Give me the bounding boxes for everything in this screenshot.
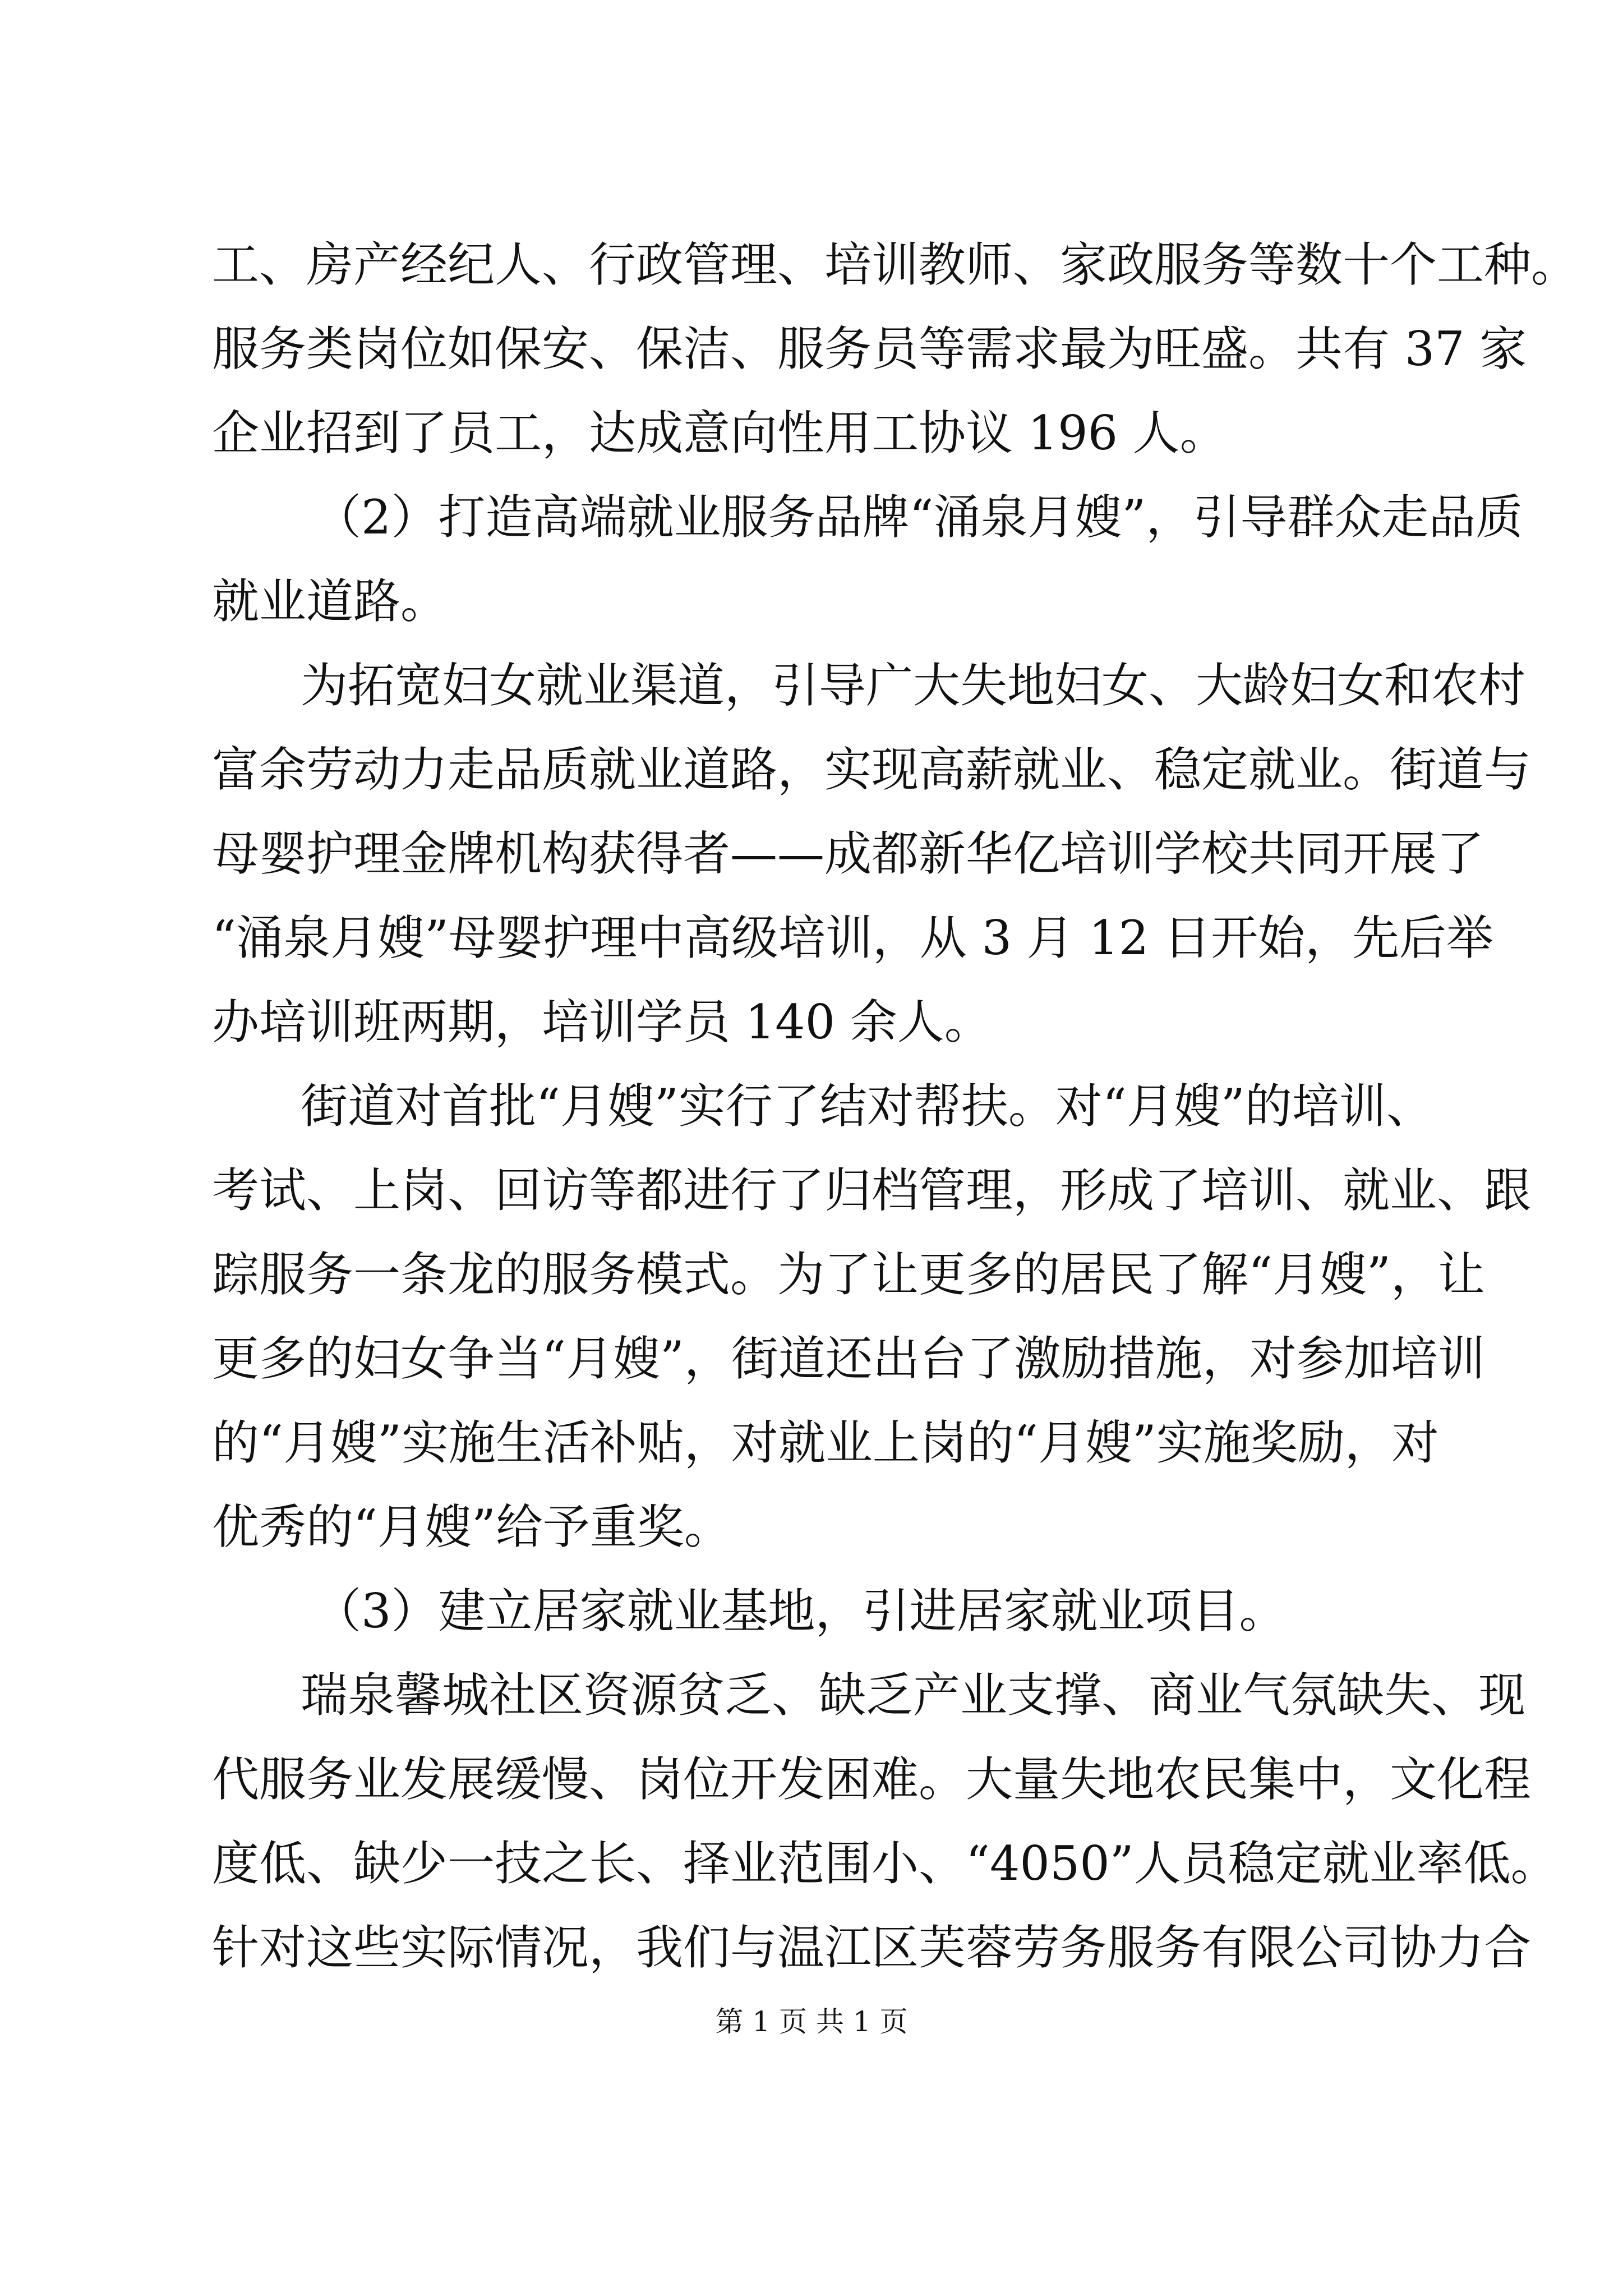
text-line: 考试、上岗、回访等都进行了归档管理，形成了培训、就业、跟 (212, 1163, 1532, 1218)
text-line: 办培训班两期，培训学员 140 余人。 (212, 995, 992, 1050)
text-line: 瑞泉馨城社区资源贫乏、缺乏产业支撑、商业气氛缺失、现 (301, 1668, 1526, 1723)
text-line: 的“月嫂”实施生活补贴，对就业上岗的“月嫂”实施奖励，对 (212, 1415, 1439, 1470)
section-heading-continued: 就业道路。 (212, 574, 448, 629)
text-line: 代服务业发展缓慢、岗位开发困难。大量失地农民集中，文化程 (212, 1752, 1532, 1807)
text-line: 更多的妇女争当“月嫂”，街道还出台了激励措施，对参加培训 (212, 1331, 1485, 1386)
text-line: 街道对首批“月嫂”实行了结对帮扶。对“月嫂”的培训、 (301, 1079, 1433, 1134)
text-line: 优秀的“月嫂”给予重奖。 (212, 1499, 731, 1554)
text-line: 服务类岗位如保安、保洁、服务员等需求最为旺盛。共有 37 家 (212, 321, 1527, 376)
text-line: 度低、缺少一技之长、择业范围小、“4050”人员稳定就业率低。 (212, 1836, 1558, 1891)
page-footer: 第 1 页 共 1 页 (715, 2005, 908, 2038)
section-heading: （3）建立居家就业基地，引进居家就业项目。 (314, 1584, 1287, 1639)
section-heading: （2）打造高端就业服务品牌“涌泉月嫂”，引导群众走品质 (314, 490, 1523, 545)
text-line: 工、房产经纪人、行政管理、培训教师、家政服务等数十个工种。 (212, 237, 1579, 292)
text-line: “涌泉月嫂”母婴护理中高级培训，从 3 月 12 日开始，先后举 (212, 910, 1494, 965)
text-line: 针对这些实际情况，我们与温江区芙蓉劳务服务有限公司协力合 (212, 1920, 1532, 1975)
text-line: 踪服务一条龙的服务模式。为了让更多的居民了解“月嫂”，让 (212, 1247, 1485, 1302)
text-line: 富余劳动力走品质就业道路，实现高薪就业、稳定就业。街道与 (212, 742, 1532, 797)
text-line: 企业招到了员工，达成意向性用工协议 196 人。 (212, 406, 1227, 461)
text-line: 母婴护理金牌机构获得者——成都新华亿培训学校共同开展了 (212, 826, 1484, 881)
text-line: 为拓宽妇女就业渠道，引导广大失地妇女、大龄妇女和农村 (301, 658, 1526, 713)
